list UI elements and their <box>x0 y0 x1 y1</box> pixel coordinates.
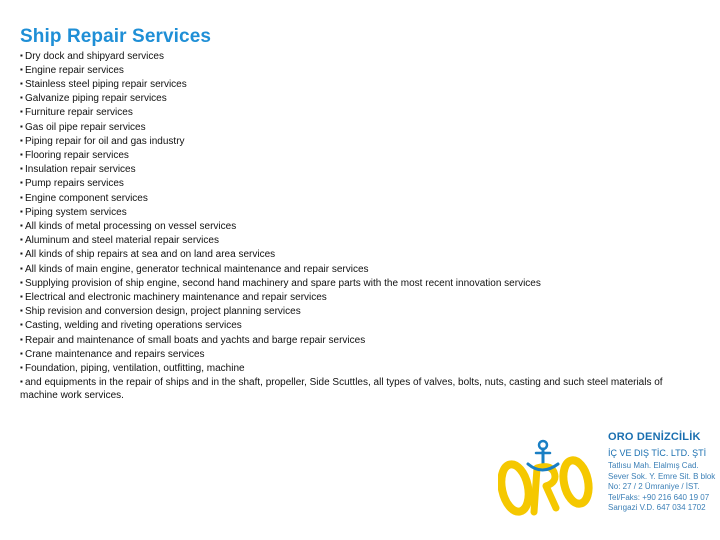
list-item <box>20 318 690 332</box>
list-item-text: Engine repair services <box>25 64 124 76</box>
bullet-icon: ▪ <box>20 178 23 188</box>
bullet-icon: ▪ <box>20 348 23 358</box>
bullet-icon: ▪ <box>20 107 23 117</box>
list-item-text: Dry dock and shipyard services <box>25 50 164 62</box>
bullet-icon: ▪ <box>20 277 23 287</box>
list-item-text: Stainless steel piping repair services <box>25 78 187 90</box>
bullet-icon: ▪ <box>20 164 23 174</box>
list-item <box>20 247 690 261</box>
list-item <box>20 361 690 375</box>
list-item <box>20 205 690 219</box>
list-item-text: Foundation, piping, ventilation, outfitting, machine <box>25 362 245 374</box>
list-item <box>20 77 690 91</box>
list-item <box>20 191 690 205</box>
list-item <box>20 134 690 148</box>
bullet-icon: ▪ <box>20 121 23 131</box>
bullet-icon: ▪ <box>20 249 23 259</box>
bullet-icon: ▪ <box>20 192 23 202</box>
list-item-text: Electrical and electronic machinery maintenance and repair services <box>25 291 327 303</box>
list-item <box>20 176 690 190</box>
list-item <box>20 304 690 318</box>
list-item-text: Ship revision and conversion design, project planning services <box>25 306 301 318</box>
list-item-text: Supplying provision of ship engine, second hand machinery and spare parts with the most recent innovation services <box>25 277 541 289</box>
list-item-text: Engine component services <box>25 192 148 204</box>
list-item <box>20 63 690 77</box>
list-item-text: Crane maintenance and repairs services <box>25 348 205 360</box>
bullet-icon: ▪ <box>20 135 23 145</box>
list-item <box>20 162 690 176</box>
company-info <box>608 430 718 514</box>
list-item <box>20 219 690 233</box>
list-item-text: Casting, welding and riveting operations services <box>25 320 242 332</box>
list-item <box>20 91 690 105</box>
bullet-icon: ▪ <box>20 377 23 387</box>
list-item-text: Flooring repair services <box>25 149 129 161</box>
list-item <box>20 333 690 347</box>
list-item <box>20 276 690 290</box>
list-item <box>20 120 690 134</box>
list-item <box>20 105 690 119</box>
list-item-text: Repair and maintenance of small boats and yachts and barge repair services <box>25 334 366 346</box>
bullet-icon: ▪ <box>20 320 23 330</box>
bullet-icon: ▪ <box>20 362 23 372</box>
services-list <box>20 49 690 403</box>
logo-letter-r <box>534 467 556 512</box>
list-item-text: All kinds of ship repairs at sea and on land area services <box>25 249 276 261</box>
list-item-text: and equipments in the repair of ships and in the shaft, propeller, Side Scuttles, all types of valves, bolts, nuts, casting and such steel materials of machine work services. <box>20 377 663 402</box>
address-line: Tatlısu Mah. Elalmış Cad. <box>608 461 699 470</box>
list-item-text: Galvanize piping repair services <box>25 93 167 105</box>
list-item-text: Aluminum and steel material repair services <box>25 235 219 247</box>
list-item-text: Gas oil pipe repair services <box>25 121 146 133</box>
bullet-icon: ▪ <box>20 263 23 273</box>
list-item <box>20 347 690 361</box>
company-name: ORO DENİZCİLİK <box>608 431 701 443</box>
bullet-icon: ▪ <box>20 334 23 344</box>
address-line: Tel/Faks: +90 216 640 19 07 <box>608 492 710 502</box>
logo-letter-o <box>498 462 533 514</box>
company-subtitle: İÇ VE DIŞ TİC. LTD. ŞTİ <box>608 448 707 458</box>
address-line: Sever Sok. Y. Emre Sit. B blok <box>608 471 716 481</box>
list-item <box>20 148 690 162</box>
list-item-text: Piping repair for oil and gas industry <box>25 135 185 147</box>
list-item <box>20 262 690 276</box>
list-item-text: All kinds of main engine, generator technical maintenance and repair services <box>25 263 369 275</box>
bullet-icon: ▪ <box>20 220 23 230</box>
bullet-icon: ▪ <box>20 291 23 301</box>
list-item-text: All kinds of metal processing on vessel services <box>25 220 237 232</box>
address-line: Sarıgazi V.D. 647 034 1702 <box>608 503 706 512</box>
bullet-icon: ▪ <box>20 149 23 159</box>
list-item-text: Piping system services <box>25 206 127 218</box>
company-address <box>608 461 718 514</box>
page-title: Ship Repair Services <box>20 26 212 47</box>
oro-logo <box>498 438 594 520</box>
anchor-icon <box>536 441 550 464</box>
bullet-icon: ▪ <box>20 64 23 74</box>
bullet-icon: ▪ <box>20 306 23 316</box>
bullet-icon: ▪ <box>20 93 23 103</box>
address-line: No: 27 / 2 Ümraniye / İST. <box>608 482 700 491</box>
list-item-text: Pump repairs services <box>25 178 124 190</box>
bullet-icon: ▪ <box>20 206 23 216</box>
logo-letter-o <box>560 458 593 506</box>
list-item-text: Insulation repair services <box>25 164 136 176</box>
list-item <box>20 290 690 304</box>
bullet-icon: ▪ <box>20 78 23 88</box>
list-item <box>20 233 690 247</box>
bullet-icon: ▪ <box>20 235 23 245</box>
list-item-text: Furniture repair services <box>25 107 133 119</box>
bullet-icon: ▪ <box>20 50 23 60</box>
list-item <box>20 375 680 402</box>
list-item <box>20 49 690 63</box>
